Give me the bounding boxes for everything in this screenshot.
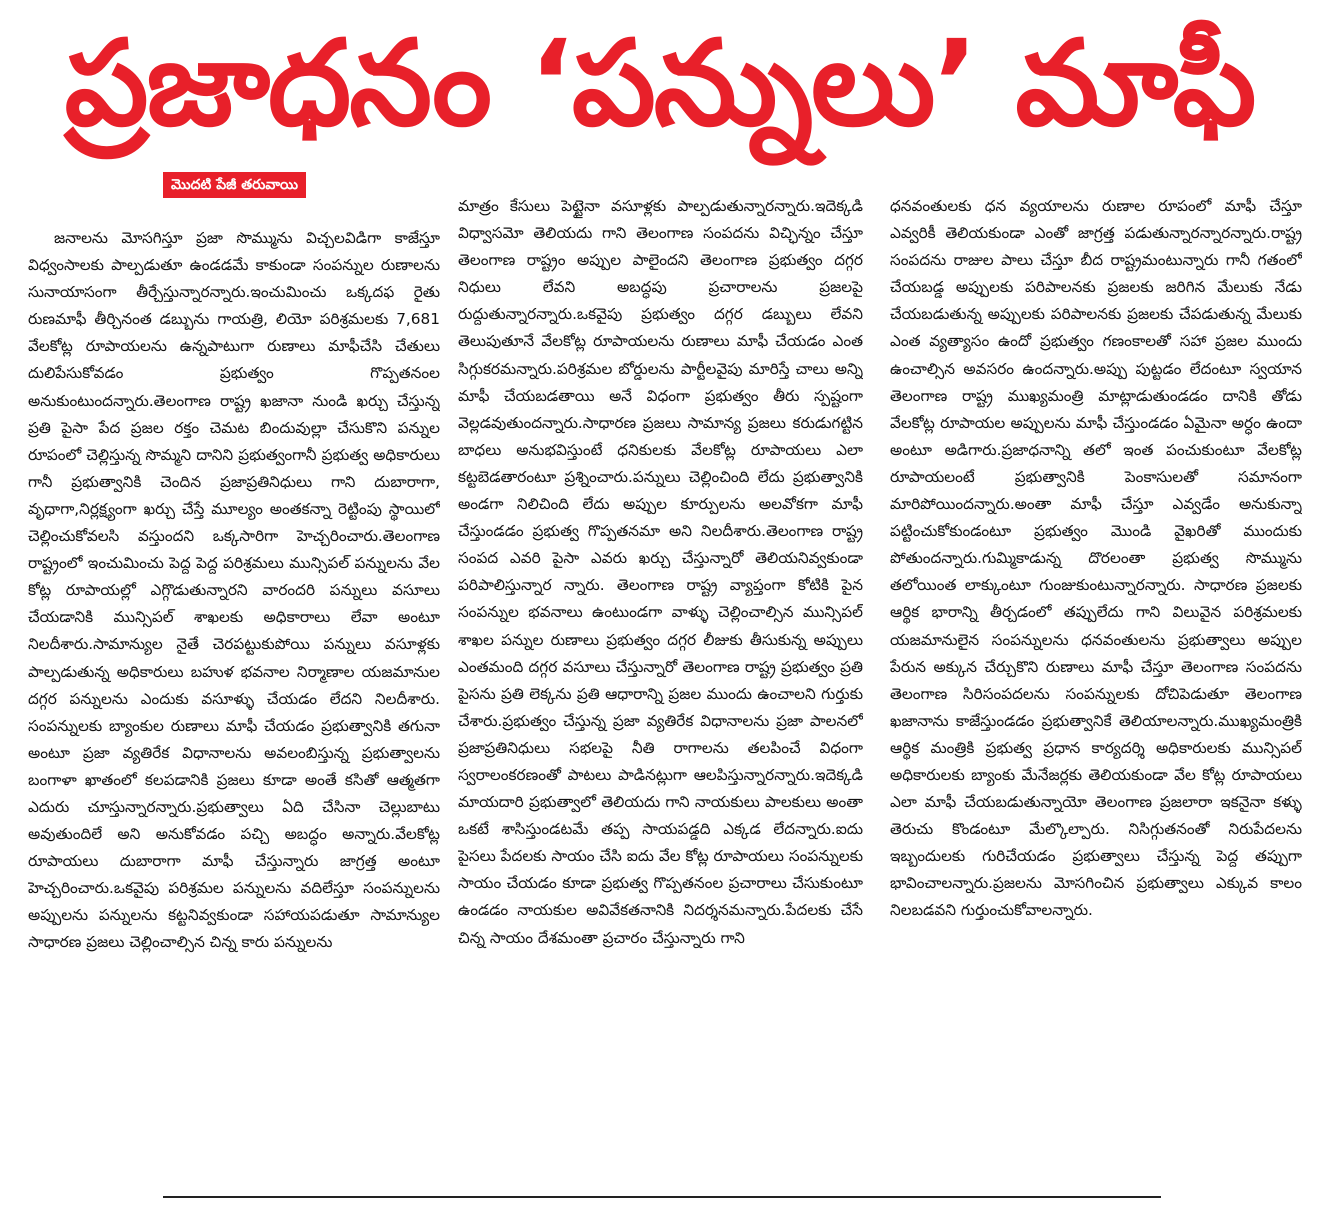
headline: ప్రజాధనం ‘పన్నులు’ మాఫీ bbox=[64, 14, 1255, 152]
article-column-2 bbox=[458, 193, 863, 1183]
column-2-text: మాత్రం కేసులు పెట్టైనా వసూళ్లకు పాల్పడుతున్నారన్నారు.ఇదెక్కడి విధ్వాసమో తెలియదు గాని తెలంగాణ సంపదను విచ్ఛిన్నం చేస్తూ తెలంగాణ రాష్ట్రం అప్పుల పాలైందని తెలంగాణ ప్రభుత్వం దగ్గర నిధులు లేవని అబద్ధపు ప్రచారాలను ప్రజలపై రుద్దుతున్నారన్నారు.ఒకవైపు ప్రభుత్వం దగ్గర డబ్బులు లేవని తెలుపుతూనే వేలకోట్ల రూపాయలను రుణాలు మాఫీ చేయడం ఎంత సిగ్గుకరమన్నారు.పరిశ్రమల బోర్డులను పార్టీలవైపు మారిస్తే చాలు అన్ని మాఫీ చేయబడతాయి అనే విధంగా ప్రభుత్వం తీరు స్పష్టంగా వెల్లడవుతుందన్నారు.సాధారణ ప్రజలు సామాన్య ప్రజలు కరుడుగట్టిన బాధలు అనుభవిస్తుంటే ధనికులకు వేలకోట్ల రూపాయలు ఎలా కట్టబెడతారంటూ ప్రశ్నించారు.పన్నులు చెల్లించింది లేదు ప్రభుత్వానికి అండగా నిలిచింది లేదు అప్పుల కూర్పులను అలవోకగా మాఫీ చేస్తుండడం ప్రభుత్వ గొప్పతనమా అని నిలదీశారు.తెలంగాణ రాష్ట్ర సంపద ఎవరి పైసా ఎవరు ఖర్చు చేస్తున్నారో తెలియనివ్వకుండా పరిపాలిస్తున్నార న్నారు. తెలంగాణ రాష్ట్ర వ్యాప్తంగా కోటికి పైన సంపన్నుల భవనాలు ఉంటుండగా వాళ్ళు చెల్లించాల్సిన మున్సిపల్ శాఖల పన్నుల రుణాలు ప్రభుత్వం దగ్గర లీజుకు తీసుకున్న అప్పులు ఎంతమంది దగ్గర వసూలు చేస్తున్నారో తెలంగాణ రాష్ట్ర ప్రభుత్వం ప్రతి పైసను ప్రతి లెక్కను ప్రతి ఆధారాన్ని ప్రజల ముందు ఉంచాలని గుర్తుకు చేశారు.ప్రభుత్వం చేస్తున్న ప్రజా వ్యతిరేక విధానాలను ప్రజా పాలనలో ప్రజాప్రతినిధులు సభలపై నీతి రాగాలను తలపించే విధంగా స్వరాలంకరణంతో పాటలు పాడినట్లుగా ఆలపిస్తున్నారన్నారు.ఇదెక్కడి మాయదారి ప్రభుత్వాలో తెలియదు గాని నాయకులు పాలకులు అంతా ఒకటే శాసిస్తుండటమే తప్ప సాయపడ్డది ఎక్కడ లేదన్నారు.ఐదు పైసలు పేదలకు సాయం చేసి ఐదు వేల కోట్ల రూపాయలు సంపన్నులకు సాయం చేయడం కూడా ప్రభుత్వ గొప్పతనంల ప్రచారాలు చేసుకుంటూ ఉండడం నాయకుల అవివేకతనానికి నిదర్శనమన్నారు.పేదలకు చేసే చిన్న సాయం దేశమంతా ప్రచారం చేస్తున్నారు గాని bbox=[458, 197, 863, 947]
article-column-3 bbox=[890, 193, 1302, 1183]
article-column-1 bbox=[28, 225, 440, 1175]
column-3-text: ధనవంతులకు ధన వ్యయాలను రుణాల రూపంలో మాఫీ చేస్తూ ఎవ్వరికీ తెలియకుండా ఎంతో జాగ్రత్త పడుతున్నారన్నారన్నారు.రాష్ట్ర సంపదను రాజుల పాలు చేస్తూ బీద రాష్ట్రమంటున్నారు గానీ గతంలో చేయబడ్డ అప్పులకు పరిపాలనకు ప్రజలకు జరిగిన మేలుకు నేడు చేయబడుతున్న అప్పులకు పరిపాలనకు ప్రజలకు చేపడుతున్న మేలుకు ఎంత వ్యత్యాసం ఉందో ప్రభుత్వం గణంకాలతో సహా ప్రజల ముందు ఉంచాల్సిన అవసరం ఉందన్నారు.అప్పు పుట్టడం లేదంటూ స్వయాన తెలంగాణ రాష్ట్ర ముఖ్యమంత్రి మాట్లాడుతుండడం దానికి తోడు వేలకోట్ల రూపాయల అప్పులను మాఫీ చేస్తుండడం ఏమైనా అర్ధం ఉందా అంటూ అడిగారు.ప్రజాధనాన్ని తలో ఇంత పంచుకుంటూ వేలకోట్ల రూపాయలంటే ప్రభుత్వానికి పెంకాసులతో సమానంగా మారిపోయిందన్నారు.అంతా మాఫీ చేస్తూ ఎవ్వడేం అనుకున్నా పట్టించుకోకుండంటూ ప్రభుత్వం మొండి వైఖరితో ముందుకు పోతుందన్నారు.గుమ్మికాడున్న దొరలంతా ప్రభుత్వ సొమ్మును తలోయింత లాక్కుంటూ గుంజుకుంటున్నారన్నారు. సాధారణ ప్రజలకు ఆర్థిక భారాన్ని తీర్చడంలో తప్పులేదు గాని విలువైన పరిశ్రమలకు యజమానులైన సంపన్నులను ధనవంతులను ప్రభుత్వాలు అప్పుల పేరున అక్కున చేర్చుకొని రుణాలు మాఫీ చేస్తూ తెలంగాణ సంపదను తెలంగాణ సిరిసంపదలను సంపన్నులకు దోచిపెడుతూ తెలంగాణ ఖజానాను కాజేస్తుండడం ప్రభుత్వానికే తెలియాలన్నారు.ముఖ్యమంత్రికి ఆర్థిక మంత్రికి ప్రభుత్వ ప్రధాన కార్యదర్శి అధికారులకు మున్సిపల్ అధికారులకు బ్యాంకు మేనేజర్లకు తెలియకుండా వేల కోట్ల రూపాయలు ఎలా మాఫీ చేయబడుతున్నాయో తెలంగాణ ప్రజలారా ఇకనైనా కళ్ళు తెరుచు కొండంటూ మేల్కొల్పారు. నిసిగ్గుతనంతో నిరుపేదలను ఇబ్బందులకు గురిచేయడం ప్రభుత్వాలు చేస్తున్న పెద్ద తప్పుగా భావించాలన్నారు.ప్రజలను మోసగించిన ప్రభుత్వాలు ఎక్కువ కాలం నిలబడవని గుర్తుంచుకోవాలన్నారు. bbox=[890, 197, 1302, 920]
column-1-text: జనాలను మోసగిస్తూ ప్రజా సొమ్మును విచ్చలవిడిగా కాజేస్తూ విధ్వంసాలకు పాల్పడుతూ ఉండడమే కాకుండా సంపన్నుల రుణాలను సునాయాసంగా తీర్చేస్తున్నారన్నారు.ఇంచుమించు ఒక్కదఫ రైతు రుణమాఫీ తీర్చినంత డబ్బును గాయత్రి, లియో పరిశ్రమలకు 7,681 వేలకోట్ల రూపాయలను ఉన్నపాటుగా రుణాలు మాఫీచేసి చేతులు దులిపేసుకోవడం ప్రభుత్వం గొప్పతనంల అనుకుంటుందన్నారు.తెలంగాణ రాష్ట్ర ఖజానా నుండి ఖర్చు చేస్తున్న ప్రతి పైసా పేద ప్రజల రక్తం చెమట బిందువుల్లా చేసుకొని పన్నుల రూపంలో చెల్లిస్తున్న సొమ్మని దానిని ప్రభుత్వంగానీ ప్రభుత్వ అధికారులు గానీ ప్రభుత్వానికి చెందిన ప్రజాప్రతినిధులు గాని దుబారాగా, వృధాగా,నిర్లక్ష్యంగా ఖర్చు చేస్తే మూల్యం అంతకన్నా రెట్టింపు స్థాయిలో చెల్లించుకోవలసి వస్తుందని ఒక్కసారిగా హెచ్చరించారు.తెలంగాణ రాష్ట్రంలో ఇంచుమించు పెద్ద పెద్ద పరిశ్రమలు మున్సిపల్ పన్నులను వేల కోట్ల రూపాయల్లో ఎగ్గొడుతున్నారని వారందరి పన్నులు వసూలు చేయడానికి మున్సిపల్ శాఖలకు అధికారాలు లేవా అంటూ నిలదీశారు.సామాన్యుల నైతే చెరపట్టుకుపోయి పన్నులు వసూళ్లకు పాల్పడుతున్న అధికారులు బహుళ భవనాల నిర్మాణాల యజమానుల దగ్గర పన్నులను ఎందుకు వసూళ్ళు చేయడం లేదని నిలదీశారు. సంపన్నులకు బ్యాంకుల రుణాలు మాఫీ చేయడం ప్రభుత్వానికి తగునా అంటూ ప్రజా వ్యతిరేక విధానాలను అవలంబిస్తున్న ప్రభుత్వాలను బంగాళా ఖాతంలో కలపడానికి ప్రజలు కూడా అంతే కసితో ఆత్మతగా ఎదురు చూస్తున్నారన్నారు.ప్రభుత్వాలు ఏది చేసినా చెల్లుబాటు అవుతుందిలే అని అనుకోవడం పచ్చి అబద్ధం అన్నారు.వేలకోట్ల రూపాయలు దుబారాగా మాఫీ చేస్తున్నారు జాగ్రత్త అంటూ హెచ్చరించారు.ఒకవైపు పరిశ్రమల పన్నులను వదిలేస్తూ సంపన్నులను అప్పులను పన్నులను కట్టనివ్వకుండా సహాయపడుతూ సామాన్యుల సాధారణ ప్రజలు చెల్లించాల్సిన చిన్న కారు పన్నులను bbox=[28, 229, 440, 952]
bottom-divider bbox=[163, 1196, 1161, 1198]
continued-from-front-page-label: మొదటి పేజీ తరువాయి bbox=[163, 172, 306, 198]
